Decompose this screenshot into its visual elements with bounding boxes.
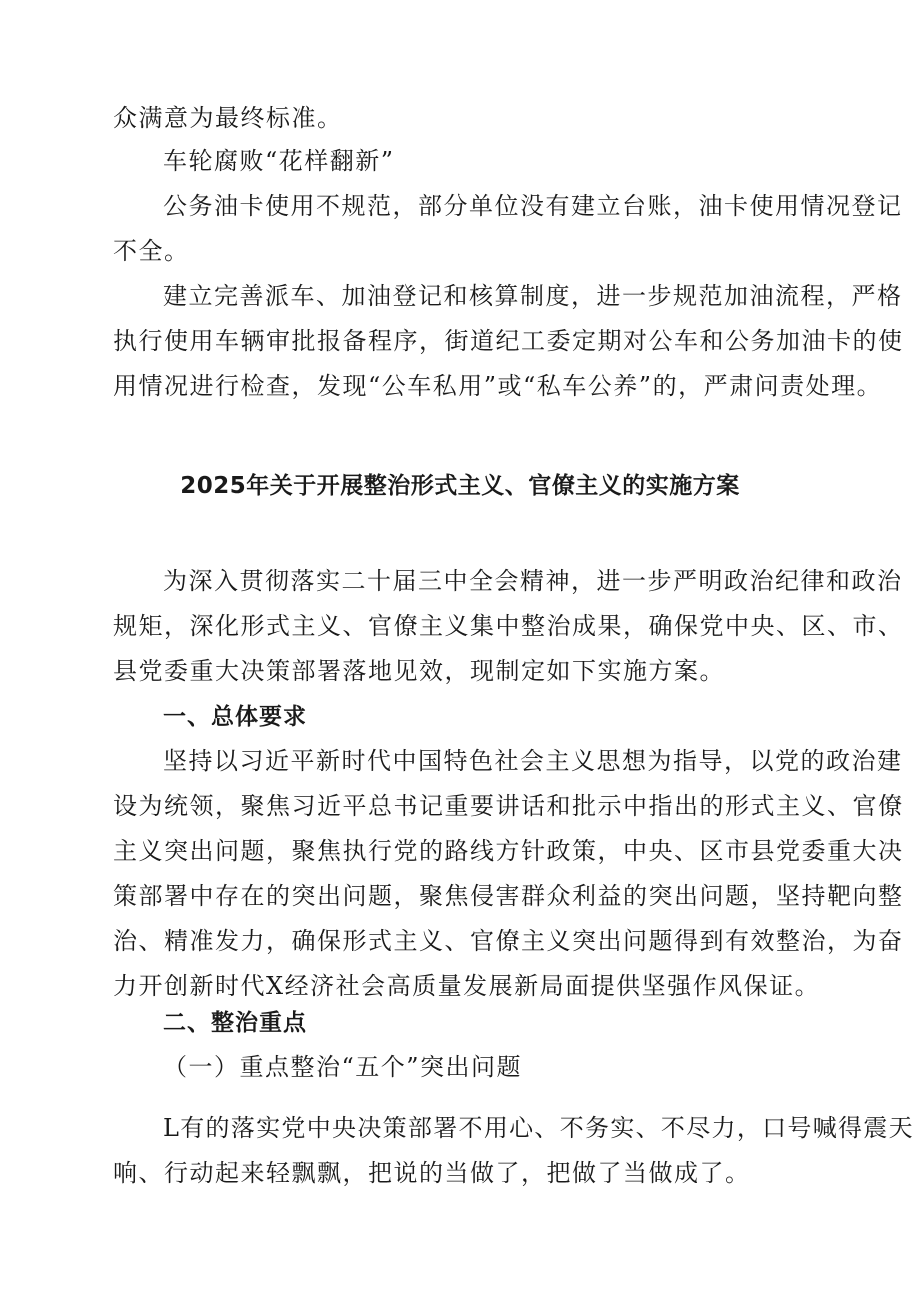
- text-line: 众满意为最终标准。: [113, 104, 343, 132]
- text-line: 县党委重大决策部署落地见效，现制定如下实施方案。: [113, 657, 725, 685]
- section-heading: 二、整治重点: [163, 1010, 307, 1036]
- subheading: 车轮腐败“花样翻新”: [163, 147, 395, 175]
- text-line: 主义突出问题，聚焦执行党的路线方针政策，中央、区市县党委重大决: [113, 837, 904, 865]
- text-line: 响、行动起来轻飘飘，把说的当做了，把做了当做成了。: [113, 1159, 751, 1187]
- section-heading: 一、总体要求: [163, 704, 307, 730]
- text-line: 坚持以习近平新时代中国特色社会主义思想为指导，以党的政治建: [163, 747, 903, 775]
- text-line: 策部署中存在的突出问题，聚焦侵害群众利益的突出问题，坚持靶向整: [113, 882, 904, 910]
- text-line: 用情况进行检查，发现“公车私用”或“私车公养”的，严肃问责处理。: [113, 372, 883, 400]
- text-line: 为深入贯彻落实二十届三中全会精神，进一步严明政治纪律和政治: [163, 567, 903, 595]
- text-line: 不全。: [113, 237, 190, 265]
- document-title: 2025年关于开展整治形式主义、官僚主义的实施方案: [180, 473, 740, 499]
- text-line: L有的落实党中央决策部署不用心、不务实、不尽力，口号喊得震天: [163, 1114, 914, 1142]
- text-line: 规矩，深化形式主义、官僚主义集中整治成果，确保党中央、区、市、: [113, 612, 904, 640]
- text-line: 设为统领，聚焦习近平总书记重要讲话和批示中指出的形式主义、官僚: [113, 792, 904, 820]
- text-line: 力开创新时代X经济社会高质量发展新局面提供坚强作风保证。: [113, 972, 821, 1000]
- subsection-heading: （一）重点整治“五个”突出问题: [163, 1053, 523, 1081]
- text-line: 治、精准发力，确保形式主义、官僚主义突出问题得到有效整治，为奋: [113, 927, 904, 955]
- text-line: 执行使用车辆审批报备程序，街道纪工委定期对公车和公务加油卡的使: [113, 327, 904, 355]
- text-line: 建立完善派车、加油登记和核算制度，进一步规范加油流程，严格: [163, 282, 903, 310]
- text-line: 公务油卡使用不规范，部分单位没有建立台账，油卡使用情况登记: [163, 192, 903, 220]
